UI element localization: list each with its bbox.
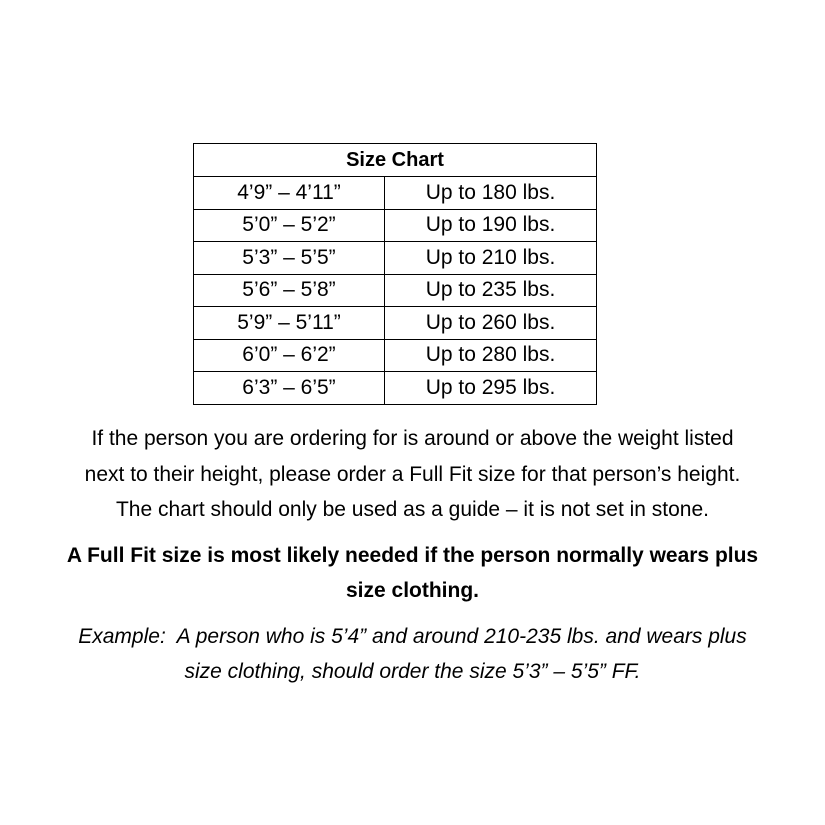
full-fit-note bbox=[20, 538, 805, 609]
height-range-cell: 4’9” – 4’11” bbox=[194, 177, 385, 210]
height-range-cell: 6’0” – 6’2” bbox=[194, 339, 385, 372]
height-range-cell: 6’3” – 6’5” bbox=[194, 372, 385, 405]
weight-limit-cell: Up to 280 lbs. bbox=[385, 339, 597, 372]
guide-note-line: next to their height, please order a Full Fit size for that person’s height. bbox=[84, 462, 741, 486]
height-range-cell: 5’6” – 5’8” bbox=[194, 274, 385, 307]
weight-limit-cell: Up to 260 lbs. bbox=[385, 307, 597, 340]
guide-note-line: If the person you are ordering for is around or above the weight listed bbox=[91, 427, 734, 450]
size-chart-title: Size Chart bbox=[194, 144, 597, 177]
weight-limit-cell: Up to 295 lbs. bbox=[385, 372, 597, 405]
size-notes bbox=[20, 421, 805, 690]
weight-limit-cell: Up to 190 lbs. bbox=[385, 209, 597, 242]
example-note-line: Example: A person who is 5’4” and around 210-235 lbs. and wears plus bbox=[78, 624, 747, 648]
table-row bbox=[194, 177, 597, 210]
weight-limit-cell: Up to 235 lbs. bbox=[385, 274, 597, 307]
table-row bbox=[194, 274, 597, 307]
height-range-cell: 5’0” – 5’2” bbox=[194, 209, 385, 242]
table-row bbox=[194, 339, 597, 372]
table-row bbox=[194, 372, 597, 405]
guide-note-line: The chart should only be used as a guide – it is not set in stone. bbox=[115, 498, 710, 521]
weight-limit-cell: Up to 210 lbs. bbox=[385, 242, 597, 275]
size-chart-header-row bbox=[194, 144, 597, 177]
example-note-line: size clothing, should order the size 5’3” – 5’5” FF. bbox=[184, 660, 641, 683]
guide-note bbox=[20, 421, 805, 528]
height-range-cell: 5’9” – 5’11” bbox=[194, 307, 385, 340]
weight-limit-cell: Up to 180 lbs. bbox=[385, 177, 597, 210]
full-fit-note-line: size clothing. bbox=[345, 579, 479, 602]
size-chart-table bbox=[193, 143, 597, 405]
full-fit-note-line: A Full Fit size is most likely needed if the person normally wears plus bbox=[66, 543, 759, 567]
table-row bbox=[194, 307, 597, 340]
height-range-cell: 5’3” – 5’5” bbox=[194, 242, 385, 275]
example-note bbox=[20, 619, 805, 690]
table-row bbox=[194, 242, 597, 275]
table-row bbox=[194, 209, 597, 242]
